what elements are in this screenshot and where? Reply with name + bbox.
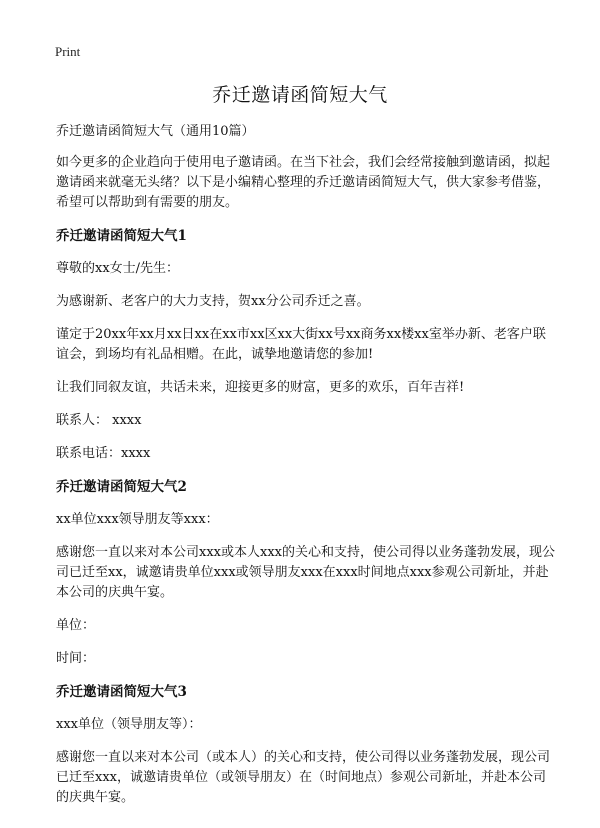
section-1-paragraph: 谨定于20xx年xx月xx日xx在xx市xx区xx大街xx号xx商务xx楼xx室举办新、老客户联谊会，到场均有礼品相赠。在此，诚挚地邀请您的参加! bbox=[56, 327, 546, 362]
document-subtitle: 乔迁邀请函简短大气（通用10篇） bbox=[56, 124, 255, 139]
page-title: 乔迁邀请函简短大气 bbox=[212, 84, 388, 106]
section-heading-2: 乔迁邀请函简短大气2 bbox=[56, 479, 187, 495]
section-heading-3: 乔迁邀请函简短大气3 bbox=[56, 684, 187, 700]
section-2-time-label: 时间： bbox=[56, 651, 96, 666]
section-heading-1: 乔迁邀请函简短大气1 bbox=[56, 228, 187, 244]
section-1-salutation: 尊敬的xx女士/先生： bbox=[56, 261, 180, 276]
section-2-paragraph: 感谢您一直以来对本公司xxx或本人xxx的关心和支持，使公司得以业务蓬勃发展，现公司已迁至xx，诚邀请贵单位xxx或领导朋友xxx在xxx时间地点xxx参观公司新址，并赴本公司的庆典午宴。 bbox=[56, 545, 555, 600]
section-1-contact-person: 联系人： xxxx bbox=[56, 413, 142, 428]
section-2-salutation: xx单位xxx领导朋友等xxx： bbox=[56, 512, 219, 527]
section-3-paragraph: 感谢您一直以来对本公司（或本人）的关心和支持，使公司得以业务蓬勃发展，现公司已迁至xxx，诚邀请贵单位（或领导朋友）在（时间地点）参观公司新址，并赴本公司的庆典午宴。 bbox=[56, 750, 551, 805]
section-1-paragraph: 为感谢新、老客户的大力支持，贺xx分公司乔迁之喜。 bbox=[56, 294, 370, 309]
intro-paragraph: 如今更多的企业趋向于使用电子邀请函。在当下社会，我们会经常接触到邀请函，拟起邀请函来就毫无头绪？以下是小编精心整理的乔迁邀请函简短大气，供大家参考借鉴，希望可以帮助到有需要的朋友。 bbox=[56, 155, 551, 210]
section-2-unit-label: 单位： bbox=[56, 618, 96, 633]
section-1-paragraph: 让我们同叙友谊，共话未来，迎接更多的财富，更多的欢乐，百年吉祥! bbox=[56, 380, 465, 395]
section-1-contact-phone: 联系电话：xxxx bbox=[56, 446, 151, 461]
print-link[interactable]: Print bbox=[55, 44, 81, 59]
document-body bbox=[56, 122, 556, 821]
section-3-salutation: xxx单位（领导朋友等）： bbox=[56, 717, 202, 732]
